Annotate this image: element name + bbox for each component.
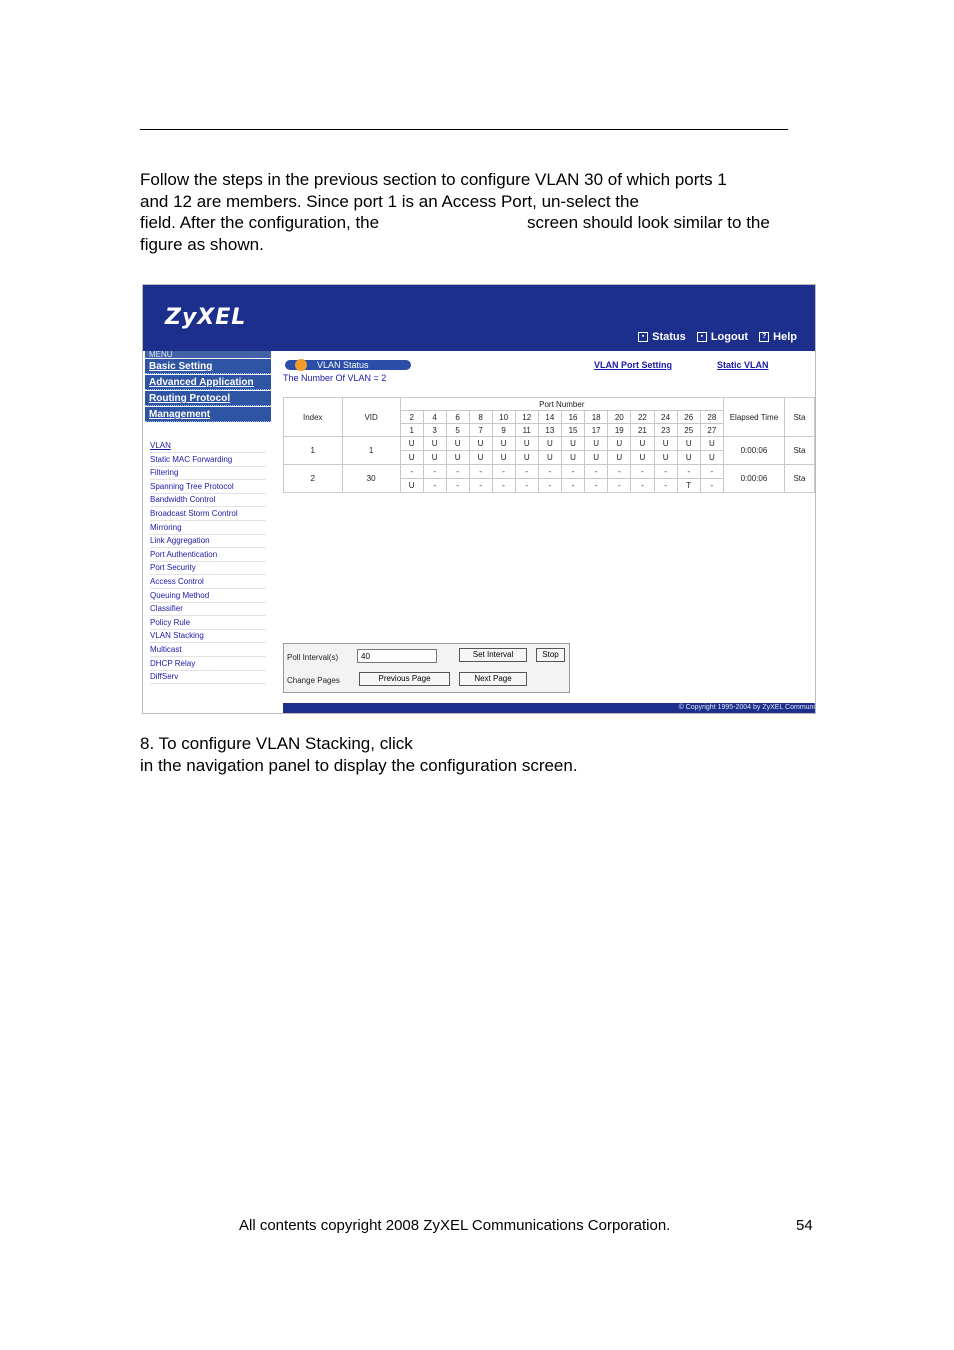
port-cell: -	[423, 465, 446, 479]
port-header: 26	[677, 411, 700, 424]
port-header: 20	[608, 411, 631, 424]
status-link[interactable]	[638, 331, 686, 343]
port-cell: U	[400, 437, 423, 451]
status-icon: ▪	[638, 332, 648, 342]
port-cell: -	[561, 465, 584, 479]
port-header: 17	[585, 424, 608, 437]
port-header: 10	[492, 411, 515, 424]
port-cell: -	[585, 479, 608, 493]
header-port-number: Port Number	[400, 398, 723, 411]
row-vid: 30	[342, 465, 400, 493]
next-page-button[interactable]: Next Page	[459, 672, 527, 686]
top-banner	[143, 285, 816, 351]
para1-line3	[140, 212, 770, 234]
port-header: 23	[654, 424, 677, 437]
para2-line2: in the navigation panel to display the configuration screen.	[140, 755, 578, 775]
port-cell: U	[677, 437, 700, 451]
port-cell: -	[446, 479, 469, 493]
vlan-count: The Number Of VLAN = 2	[283, 373, 387, 383]
port-cell: -	[608, 465, 631, 479]
port-header: 14	[538, 411, 561, 424]
para1-line3b: screen should look similar to the	[527, 213, 770, 232]
port-cell: U	[538, 437, 561, 451]
port-cell: -	[700, 479, 723, 493]
table-header-row	[284, 398, 815, 411]
port-cell: -	[608, 479, 631, 493]
port-header: 6	[446, 411, 469, 424]
port-cell: -	[423, 479, 446, 493]
port-cell: U	[561, 437, 584, 451]
port-cell: -	[654, 479, 677, 493]
port-cell: U	[561, 451, 584, 465]
menu-tab: MENU	[145, 351, 271, 358]
navigation-panel	[143, 351, 273, 714]
copyright-bar: © Copyright 1995-2004 by ZyXEL Communi	[283, 703, 816, 713]
table-row	[284, 465, 815, 479]
menu-routing-protocol-label: Routing Protocol	[149, 393, 231, 404]
port-cell: U	[423, 451, 446, 465]
status-link-label: Status	[652, 331, 686, 343]
port-cell: -	[492, 479, 515, 493]
menu-basic-setting-label: Basic Setting	[149, 361, 213, 372]
port-header: 18	[585, 411, 608, 424]
port-header: 1	[400, 424, 423, 437]
row-vid: 1	[342, 437, 400, 465]
port-cell: U	[631, 451, 654, 465]
header-status: Sta	[784, 398, 814, 437]
port-cell: U	[400, 451, 423, 465]
para1-line3a: field. After the configuration, the	[140, 213, 380, 232]
port-cell: -	[561, 479, 584, 493]
port-header: 24	[654, 411, 677, 424]
port-cell: -	[538, 465, 561, 479]
port-header: 21	[631, 424, 654, 437]
port-header: 27	[700, 424, 723, 437]
port-cell: U	[423, 437, 446, 451]
port-header: 16	[561, 411, 584, 424]
menu-management[interactable]	[145, 407, 271, 422]
port-header: 9	[492, 424, 515, 437]
nav-diffserv[interactable]: DiffServ	[150, 670, 266, 684]
logout-link[interactable]	[697, 331, 748, 343]
menu-advanced-application-label: Advanced Application	[149, 377, 254, 388]
port-cell: -	[400, 465, 423, 479]
port-cell: U	[515, 451, 538, 465]
vlan-status-screenshot	[142, 284, 816, 714]
port-cell: U	[492, 437, 515, 451]
menu-basic-setting[interactable]	[145, 359, 271, 374]
port-header: 11	[515, 424, 538, 437]
nav-vlan[interactable]: VLAN	[150, 439, 266, 453]
para2-line1: 8. To configure VLAN Stacking, click	[140, 734, 413, 753]
page-number: 54	[796, 1217, 813, 1234]
port-header: 22	[631, 411, 654, 424]
port-header: 5	[446, 424, 469, 437]
header-index: Index	[284, 398, 343, 437]
port-cell: -	[515, 465, 538, 479]
port-header: 15	[561, 424, 584, 437]
port-header: 13	[538, 424, 561, 437]
port-cell: -	[446, 465, 469, 479]
logout-link-label: Logout	[710, 331, 749, 343]
tab-bullet-icon	[295, 359, 307, 371]
header-rule	[140, 129, 788, 130]
top-links	[630, 329, 797, 343]
nav-filtering[interactable]: Filtering	[150, 466, 266, 480]
port-cell: U	[654, 451, 677, 465]
port-cell: U	[585, 437, 608, 451]
port-cell: U	[677, 451, 700, 465]
menu-management-label: Management	[149, 409, 211, 420]
port-header: 8	[469, 411, 492, 424]
port-cell: -	[677, 465, 700, 479]
nav-port-security[interactable]: Port Security	[150, 561, 266, 575]
port-cell: U	[608, 437, 631, 451]
table-row	[284, 437, 815, 451]
nav-policy-rule[interactable]: Policy Rule	[150, 616, 266, 630]
port-cell: U	[469, 451, 492, 465]
menu-advanced-application[interactable]	[145, 375, 271, 390]
help-link-label: Help	[773, 331, 797, 343]
port-cell: U	[538, 451, 561, 465]
port-cell: -	[585, 465, 608, 479]
port-cell: -	[492, 465, 515, 479]
row-elapsed-time: 0:00:06	[723, 437, 784, 465]
tab-vlan-status[interactable]: VLAN Status	[285, 360, 411, 370]
help-icon: ?	[759, 332, 769, 342]
vlan-status-table	[283, 397, 815, 493]
nav-spanning-tree-protocol[interactable]: Spanning Tree Protocol	[150, 480, 266, 494]
row-index: 1	[284, 437, 343, 465]
change-pages-label: Change Pages	[287, 676, 340, 685]
para1-line2: and 12 are members. Since port 1 is an Access Port, un-select the	[140, 191, 639, 211]
port-cell: U	[631, 437, 654, 451]
nav-port-authentication[interactable]: Port Authentication	[150, 548, 266, 562]
port-cell: U	[492, 451, 515, 465]
nav-access-control[interactable]: Access Control	[150, 575, 266, 589]
help-link[interactable]	[759, 331, 797, 343]
nav-dhcp-relay[interactable]: DHCP Relay	[150, 657, 266, 671]
port-cell: U	[400, 479, 423, 493]
nav-bandwidth-control[interactable]: Bandwidth Control	[150, 493, 266, 507]
port-header: 3	[423, 424, 446, 437]
step-paragraph	[140, 733, 578, 776]
set-interval-button[interactable]: Set Interval	[459, 648, 527, 662]
para1-line4: figure as shown.	[140, 234, 264, 254]
port-cell: -	[654, 465, 677, 479]
poll-panel	[283, 643, 570, 693]
port-header: 7	[469, 424, 492, 437]
previous-page-button[interactable]: Previous Page	[359, 672, 450, 686]
port-header: 25	[677, 424, 700, 437]
port-cell: -	[631, 479, 654, 493]
nav-vlan-stacking[interactable]: VLAN Stacking	[150, 629, 266, 643]
port-cell: U	[446, 437, 469, 451]
nav-multicast[interactable]: Multicast	[150, 643, 266, 657]
nav-static-mac-forwarding[interactable]: Static MAC Forwarding	[150, 453, 266, 467]
port-cell: -	[700, 465, 723, 479]
header-vid: VID	[342, 398, 400, 437]
nav-link-aggregation[interactable]: Link Aggregation	[150, 534, 266, 548]
vlan-port-setting-link[interactable]: VLAN Port Setting	[594, 360, 672, 370]
port-cell: U	[469, 437, 492, 451]
port-cell: U	[608, 451, 631, 465]
port-cell: U	[700, 451, 723, 465]
port-cell: U	[700, 437, 723, 451]
port-cell: -	[631, 465, 654, 479]
port-header: 28	[700, 411, 723, 424]
logout-icon: ▪	[697, 332, 707, 342]
footer-copyright: All contents copyright 2008 ZyXEL Communications Corporation.	[239, 1217, 671, 1234]
port-cell: U	[446, 451, 469, 465]
port-header: 2	[400, 411, 423, 424]
nav-classifier[interactable]: Classifier	[150, 602, 266, 616]
header-elapsed-time: Elapsed Time	[723, 398, 784, 437]
row-status: Sta	[784, 437, 814, 465]
static-vlan-link[interactable]: Static VLAN	[717, 360, 769, 370]
stop-button[interactable]: Stop	[536, 648, 565, 662]
poll-interval-input[interactable]: 40	[357, 649, 437, 663]
port-cell: T	[677, 479, 700, 493]
port-cell: U	[585, 451, 608, 465]
nav-broadcast-storm-control[interactable]: Broadcast Storm Control	[150, 507, 266, 521]
row-elapsed-time: 0:00:06	[723, 465, 784, 493]
para1-line1: Follow the steps in the previous section to configure VLAN 30 of which ports 1	[140, 170, 727, 189]
row-index: 2	[284, 465, 343, 493]
port-cell: -	[469, 479, 492, 493]
nav-mirroring[interactable]: Mirroring	[150, 521, 266, 535]
port-cell: U	[654, 437, 677, 451]
port-header: 19	[608, 424, 631, 437]
port-cell: U	[515, 437, 538, 451]
row-status: Sta	[784, 465, 814, 493]
zyxel-logo: ZyXEL	[165, 305, 247, 330]
port-cell: -	[538, 479, 561, 493]
port-header: 4	[423, 411, 446, 424]
poll-interval-label: Poll Interval(s)	[287, 653, 339, 662]
port-cell: -	[469, 465, 492, 479]
intro-paragraph	[140, 169, 770, 255]
port-header: 12	[515, 411, 538, 424]
menu-routing-protocol[interactable]	[145, 391, 271, 406]
port-cell: -	[515, 479, 538, 493]
nav-queuing-method[interactable]: Queuing Method	[150, 589, 266, 603]
